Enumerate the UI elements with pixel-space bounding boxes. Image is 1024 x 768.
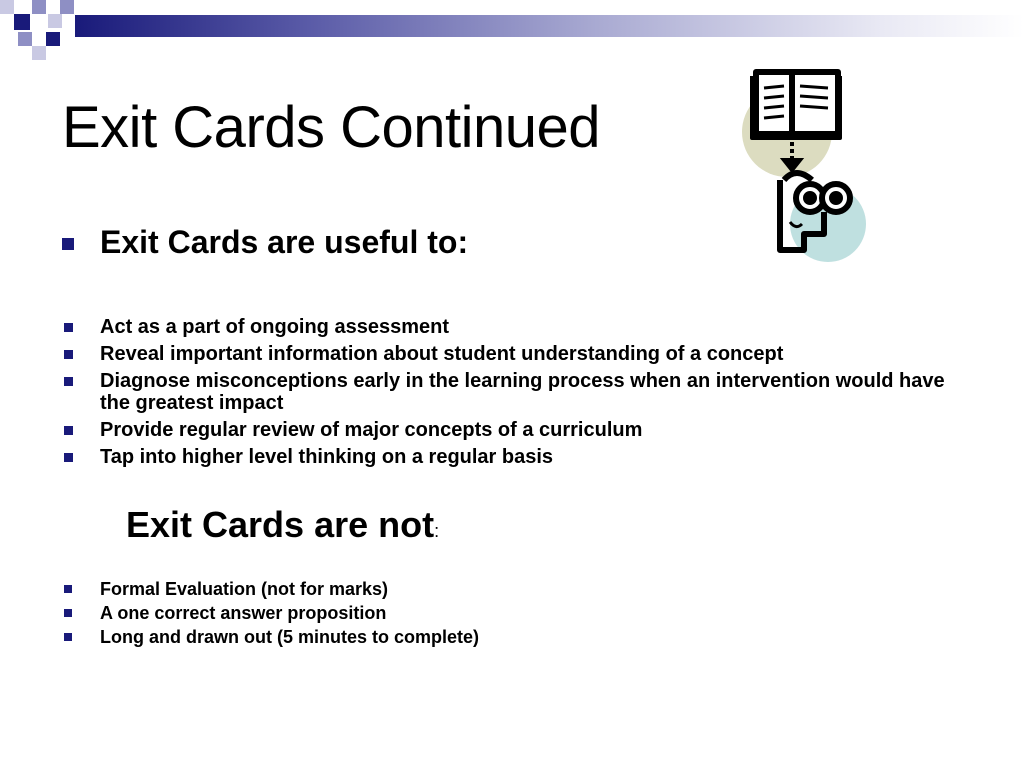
bullet-square-icon	[64, 377, 73, 386]
list-item-text: Reveal important information about student understanding of a concept	[100, 343, 784, 365]
list-item-text: Provide regular review of major concepts of a curriculum	[100, 419, 643, 441]
not-heading-text: Exit Cards are not	[126, 504, 435, 545]
list-item-text: Act as a part of ongoing assessment	[100, 316, 449, 338]
header-square	[46, 32, 60, 46]
header-square	[32, 46, 46, 60]
list-item	[100, 343, 980, 365]
list-item	[100, 316, 980, 338]
useful-list	[100, 316, 980, 473]
not-list	[100, 579, 800, 651]
book-icon	[752, 72, 840, 138]
header-square	[32, 0, 46, 14]
list-item	[100, 370, 980, 414]
header-square	[14, 14, 30, 30]
bullet-square-icon	[62, 238, 74, 250]
bullet-square-icon	[64, 453, 73, 462]
list-item	[100, 579, 800, 599]
bullet-square-icon	[64, 350, 73, 359]
header-square	[60, 0, 74, 14]
slide-title: Exit Cards Continued	[62, 95, 601, 160]
useful-heading-text: Exit Cards are useful to:	[100, 224, 469, 260]
list-item-text: Diagnose misconceptions early in the learning process when an intervention would have the greatest impact	[100, 370, 945, 414]
list-item-text: A one correct answer proposition	[100, 603, 387, 623]
header-square	[0, 0, 14, 14]
list-item-text: Tap into higher level thinking on a regular basis	[100, 446, 554, 468]
bullet-square-icon	[64, 633, 72, 641]
list-item	[100, 419, 980, 441]
list-item	[100, 627, 800, 647]
list-item	[100, 446, 980, 468]
useful-heading	[100, 223, 468, 261]
header-square	[18, 32, 32, 46]
list-item-text: Long and drawn out (5 minutes to complete)	[100, 627, 480, 647]
list-item-text: Formal Evaluation (not for marks)	[100, 579, 389, 599]
reading-clipart	[740, 62, 870, 277]
not-heading	[126, 503, 439, 546]
bullet-square-icon	[64, 585, 72, 593]
list-item	[100, 603, 800, 623]
header-square	[48, 14, 62, 28]
not-heading-colon: :	[434, 521, 440, 541]
bullet-square-icon	[64, 426, 73, 435]
bullet-square-icon	[64, 609, 72, 617]
bullet-square-icon	[64, 323, 73, 332]
header-gradient-bar	[75, 15, 1024, 37]
